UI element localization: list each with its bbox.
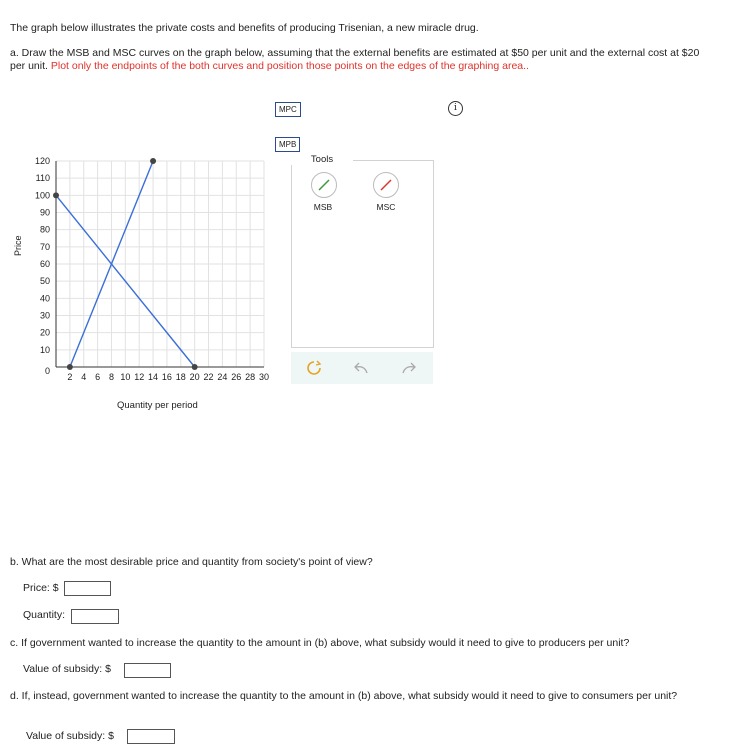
x-tick-label: 22: [203, 372, 214, 382]
y-tick-label: 100: [34, 190, 50, 201]
y-tick-label: 20: [39, 327, 50, 338]
quantity-label: Quantity:: [23, 609, 66, 621]
part-a-text: a. Draw the MSB and MSC curves on the graph below, assuming that the external benefits are estimated at $50 per unit and the external cost at $20 per unit.: [10, 47, 700, 72]
x-tick-label: 16: [161, 372, 172, 382]
y-tick-label: 50: [39, 276, 50, 287]
x-tick-label: 24: [217, 372, 228, 382]
undo-icon[interactable]: [353, 361, 369, 375]
point-mpc[interactable]: [150, 158, 156, 164]
intro-text: The graph below illustrates the private costs and benefits of producing Trisenian, a new miracle drug.: [10, 22, 479, 34]
action-bar: [291, 352, 433, 384]
x-tick-label: 6: [95, 372, 101, 382]
origin-label: 0: [44, 366, 50, 376]
x-ticks: [67, 372, 269, 382]
msc-tool-label: MSC: [376, 202, 396, 212]
y-tick-label: 110: [35, 173, 50, 184]
info-icon[interactable]: i: [448, 101, 463, 116]
part-d-question: d. If, instead, government wanted to increase the quantity to the amount in (b) above, what subsidy would it need to give to consumers per unit?: [10, 690, 678, 702]
price-label: Price: $: [23, 582, 59, 594]
mpc-button[interactable]: MPC: [275, 102, 301, 117]
consumer-subsidy-input[interactable]: [127, 729, 175, 744]
y-tick-label: 70: [39, 241, 50, 252]
y-tick-label: 120: [34, 156, 50, 166]
graph-grid: [56, 161, 264, 367]
x-tick-label: 2: [67, 372, 73, 382]
x-tick-label: 4: [81, 372, 87, 382]
point-mpb[interactable]: [53, 192, 59, 198]
x-tick-label: 28: [245, 372, 256, 382]
x-tick-label: 30: [258, 372, 270, 382]
x-tick-label: 20: [189, 372, 200, 382]
y-tick-label: 60: [39, 259, 50, 269]
y-tick-label: 90: [39, 207, 50, 218]
y-tick-label: 30: [39, 310, 50, 321]
msc-tool-button[interactable]: [373, 172, 399, 198]
x-tick-label: 18: [175, 372, 186, 382]
producer-subsidy-input[interactable]: [124, 663, 171, 678]
part-b-question: b. What are the most desirable price and quantity from society's point of view?: [10, 556, 373, 568]
x-tick-label: 8: [108, 372, 114, 382]
consumer-subsidy-label: Value of subsidy: $: [26, 730, 114, 742]
part-a-question: [10, 47, 710, 73]
msb-line-icon: [312, 173, 336, 197]
reset-icon[interactable]: [306, 360, 322, 376]
point-mpb[interactable]: [192, 364, 198, 370]
tools-title: Tools: [291, 154, 353, 165]
quantity-input[interactable]: [71, 609, 119, 624]
part-a-red-instruction: Plot only the endpoints of the both curves and position those points on the edges of the graphing area..: [50, 60, 529, 72]
x-tick-label: 12: [134, 372, 145, 382]
msb-tool-button[interactable]: [311, 172, 337, 198]
graph-area[interactable]: [0, 150, 290, 390]
redo-icon[interactable]: [401, 361, 417, 375]
mpb-button[interactable]: MPB: [275, 137, 300, 152]
part-c-question: c. If government wanted to increase the quantity to the amount in (b) above, what subsidy would it need to give to producers per unit?: [10, 637, 630, 649]
y-tick-label: 40: [39, 293, 50, 304]
point-mpc[interactable]: [67, 364, 73, 370]
x-tick-label: 10: [120, 372, 131, 382]
msb-tool-label: MSB: [313, 202, 333, 212]
y-ticks: [35, 156, 50, 376]
y-tick-label: 80: [39, 224, 50, 235]
x-tick-label: 26: [231, 372, 242, 382]
msc-line-icon: [374, 173, 398, 197]
x-axis-label: Quantity per period: [117, 400, 198, 411]
producer-subsidy-label: Value of subsidy: $: [23, 663, 111, 675]
x-tick-label: 14: [148, 372, 159, 382]
price-input[interactable]: [64, 581, 111, 596]
y-tick-label: 10: [39, 344, 50, 355]
y-axis-label: Price: [13, 235, 23, 256]
